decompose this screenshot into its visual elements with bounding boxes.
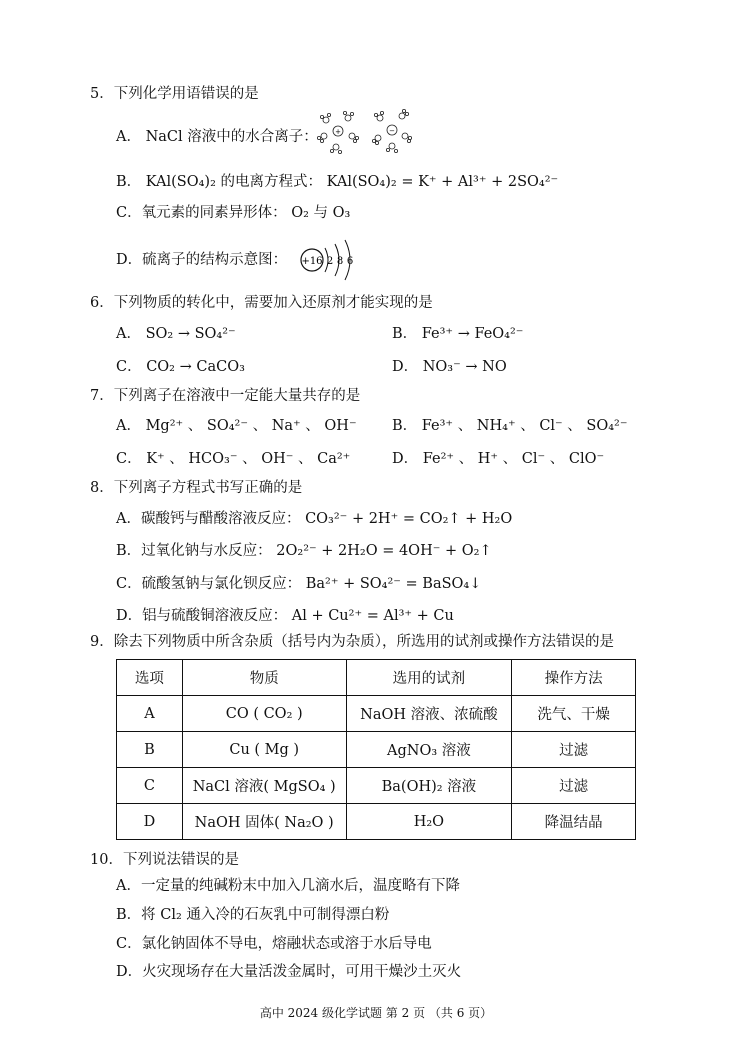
shell-1: 2 xyxy=(326,256,334,267)
q10-option-b: B．将 Cl₂ 通入冷的石灰乳中可制得漂白粉 xyxy=(116,907,390,923)
q10-option-a: A．一定量的纯碱粉末中加入几滴水后，温度略有下降 xyxy=(116,878,460,894)
table-cell: NaOH 固体( Na₂O ) xyxy=(182,804,346,840)
table-cell: 降温结晶 xyxy=(512,804,636,840)
q8-option-d: D．铝与硫酸铜溶液反应： Al + Cu²⁺ = Al³⁺ + Cu xyxy=(116,608,454,624)
anion-charge: − xyxy=(389,127,395,135)
q7-option-c: C． K⁺ 、 HCO₃⁻ 、 OH⁻ 、 Ca²⁺ xyxy=(116,451,351,467)
table-cell: 过滤 xyxy=(512,732,636,768)
q8-stem: 8．下列离子方程式书写正确的是 xyxy=(90,480,303,496)
table-cell: Ba(OH)₂ 溶液 xyxy=(346,768,512,804)
q9-table xyxy=(116,659,636,840)
table-row xyxy=(117,804,636,840)
q6-option-b: B． Fe³⁺ → FeO₄²⁻ xyxy=(392,326,524,342)
q6-option-d: D． NO₃⁻ → NO xyxy=(392,359,507,375)
table-cell: A xyxy=(117,696,183,732)
table-row xyxy=(117,732,636,768)
header-cell: 选项 xyxy=(117,660,183,696)
table-cell: H₂O xyxy=(346,804,512,840)
table-cell: AgNO₃ 溶液 xyxy=(346,732,512,768)
q8-option-c: C．硫酸氢钠与氯化钡反应： Ba²⁺ + SO₄²⁻ = BaSO₄↓ xyxy=(116,576,482,592)
q9-stem: 9．除去下列物质中所含杂质（括号内为杂质），所选用的试剂或操作方法错误的是 xyxy=(90,634,614,650)
q5-option-d: D．硫离子的结构示意图： xyxy=(116,252,288,268)
q8-option-a: A．碳酸钙与醋酸溶液反应： CO₃²⁻ + 2H⁺ = CO₂↑ + H₂O xyxy=(116,511,513,527)
header-cell: 物质 xyxy=(182,660,346,696)
table-cell: NaCl 溶液( MgSO₄ ) xyxy=(182,768,346,804)
nucleus-label: +16 xyxy=(301,256,323,267)
q5-option-b: B． KAl(SO₄)₂ 的电离方程式： KAl(SO₄)₂ = K⁺ + Al³⁺ + 2SO₄²⁻ xyxy=(116,174,559,190)
header-cell: 选用的试剂 xyxy=(346,660,512,696)
table-cell: Cu ( Mg ) xyxy=(182,732,346,768)
hydrated-ions-figure xyxy=(312,106,422,156)
table-row xyxy=(117,696,636,732)
table-cell: 洗气、干燥 xyxy=(512,696,636,732)
q5-option-c: C．氧元素的同素异形体： O₂ 与 O₃ xyxy=(116,205,351,221)
q6-stem: 6．下列物质的转化中，需要加入还原剂才能实现的是 xyxy=(90,295,433,311)
q10-option-c: C．氯化钠固体不导电，熔融状态或溶于水后导电 xyxy=(116,936,432,952)
header-cell: 操作方法 xyxy=(512,660,636,696)
shell-2: 8 xyxy=(336,256,344,267)
q10-option-d: D．火灾现场存在大量活泼金属时，可用干燥沙土灭火 xyxy=(116,964,462,980)
q5-stem: 5．下列化学用语错误的是 xyxy=(90,86,259,102)
cation-charge: + xyxy=(335,128,341,136)
q7-option-d: D． Fe²⁺ 、 H⁺ 、 Cl⁻ 、 ClO⁻ xyxy=(392,451,605,467)
table-header-row xyxy=(117,660,636,696)
q7-option-b: B． Fe³⁺ 、 NH₄⁺ 、 Cl⁻ 、 SO₄²⁻ xyxy=(392,418,628,434)
q7-option-a: A． Mg²⁺ 、 SO₄²⁻ 、 Na⁺ 、 OH⁻ xyxy=(116,418,357,434)
q5-option-a: A． NaCl 溶液中的水合离子： xyxy=(116,129,318,145)
table-cell: 过滤 xyxy=(512,768,636,804)
q8-option-b: B．过氧化钠与水反应： 2O₂²⁻ + 2H₂O = 4OH⁻ + O₂↑ xyxy=(116,543,492,559)
shell-3: 6 xyxy=(346,256,354,267)
table-cell: C xyxy=(117,768,183,804)
page-footer: 高中 2024 级化学试题 第 2 页 （共 6 页） xyxy=(259,1006,493,1020)
q7-stem: 7．下列离子在溶液中一定能大量共存的是 xyxy=(90,388,361,404)
table-cell: NaOH 溶液、浓硫酸 xyxy=(346,696,512,732)
table-cell: D xyxy=(117,804,183,840)
q10-stem: 10．下列说法错误的是 xyxy=(90,852,239,868)
sulfide-ion-structure-diagram xyxy=(298,238,368,284)
table-cell: B xyxy=(117,732,183,768)
table-row xyxy=(117,768,636,804)
q6-option-c: C． CO₂ → CaCO₃ xyxy=(116,359,245,375)
q6-option-a: A． SO₂ → SO₄²⁻ xyxy=(116,326,236,342)
table-cell: CO ( CO₂ ) xyxy=(182,696,346,732)
